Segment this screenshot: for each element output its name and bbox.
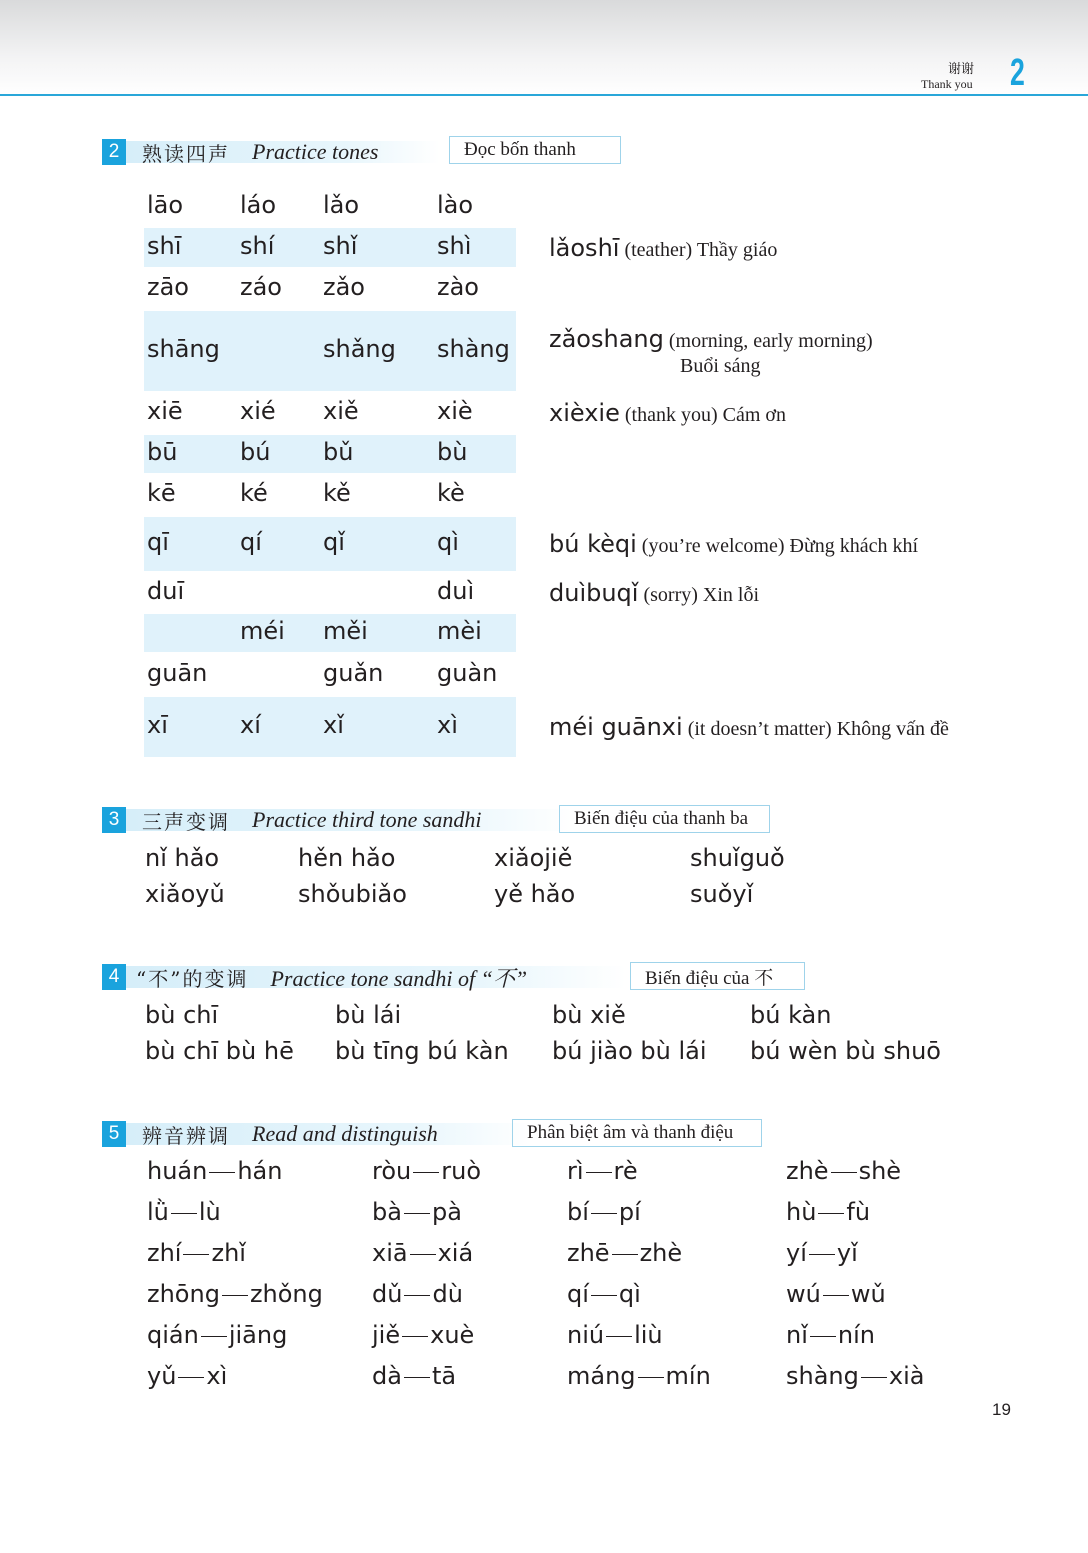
dash [183,1254,209,1255]
syllable: wú [786,1280,821,1308]
syllable: zhōng [147,1280,220,1308]
syllable-pair [567,1200,641,1224]
pinyin-item: bù xiě [552,1001,626,1029]
vocabulary-note [549,325,873,377]
tone-syllable: bǔ [323,438,354,466]
section-title-english: Read and distinguish [252,1121,438,1146]
syllable: lǜ [147,1198,169,1226]
syllable-pair [786,1364,924,1388]
tone-syllable: kè [437,479,465,507]
pinyin-item: bú wèn bù shuō [750,1037,941,1065]
tone-syllable: qī [147,528,169,556]
pinyin-item: yě hǎo [494,880,576,908]
syllable-pair [147,1364,227,1388]
dash [402,1336,428,1337]
vocabulary-note [549,399,786,427]
dash [591,1213,617,1214]
syllable: zhè [786,1157,829,1185]
pinyin-item: bú jiào bù lái [552,1037,707,1065]
section-2-vietnamese: Đọc bốn thanh [449,136,621,164]
syllable: nín [837,1321,875,1349]
tone-syllable: qǐ [323,528,345,556]
note-gloss: (teather) Thầy giáo [619,238,778,261]
tone-syllable: méi [240,617,285,645]
section-title-chinese: “不”的变调 [136,966,249,991]
dash [178,1377,204,1378]
tone-syllable: xiě [323,397,359,425]
pinyin-item: hěn hǎo [298,844,396,872]
tone-syllable: bú [240,438,271,466]
syllable: nǐ [786,1321,808,1349]
vocabulary-note [549,713,949,741]
syllable-pair [567,1159,638,1183]
tone-syllable: xiē [147,397,183,425]
syllable: jiāng [228,1321,288,1349]
section-3-vietnamese: Biến điệu của thanh ba [559,805,770,833]
tone-syllable: lǎo [323,190,360,219]
syllable: niú [567,1321,605,1349]
tone-syllable: kě [323,479,351,507]
section-2-heading [102,139,440,165]
syllable: jiě [372,1321,401,1349]
syllable: wǔ [850,1280,886,1308]
dash [586,1172,612,1173]
syllable: bí [567,1198,589,1226]
tone-syllable: shī [147,231,182,260]
dash [222,1295,248,1296]
note-pinyin: lǎoshī [549,233,620,262]
note-pinyin: duìbuqǐ [549,578,639,607]
pinyin-item: shuǐguǒ [690,844,785,872]
syllable-pair [567,1323,663,1347]
syllable-pair [567,1241,682,1265]
syllable: shàng [786,1362,859,1390]
section-3-heading [102,807,572,833]
tone-syllable: ké [240,479,268,507]
syllable: rè [613,1157,638,1185]
tone-syllable: láo [240,190,277,219]
syllable: tā [431,1362,457,1390]
section-title-english: Practice tone sandhi of “不” [270,965,528,991]
syllable: yǐ [836,1239,858,1267]
tone-syllable: xì [437,711,458,739]
page-number: 19 [992,1400,1011,1419]
dash [810,1336,836,1337]
tone-syllable: xī [147,711,168,739]
dash [612,1254,638,1255]
section-title-english: Practice third tone sandhi [252,807,482,832]
tone-syllable: shàng [437,335,510,363]
dash [606,1336,632,1337]
dash [171,1213,197,1214]
section-5-vietnamese: Phân biệt âm và thanh điệu [512,1119,762,1147]
syllable: ruò [441,1157,481,1185]
dash [638,1377,664,1378]
section-title-chinese: 熟读四声 [142,141,230,166]
note-pinyin: méi guānxi [549,713,683,741]
syllable: xiā [372,1239,408,1267]
syllable: zhē [567,1239,610,1267]
tone-syllable: shǎng [323,335,396,363]
syllable: hán [237,1157,283,1185]
syllable: xià [888,1362,925,1390]
vocabulary-note [549,579,759,607]
syllable: qián [147,1321,199,1349]
note-vietnamese: Buổi sáng [680,355,761,377]
vocabulary-note [549,530,918,558]
syllable-pair [786,1200,870,1224]
syllable-pair [372,1241,473,1265]
tone-syllable: shí [240,231,275,260]
syllable-pair [147,1241,246,1265]
tone-syllable: zào [437,273,479,301]
tone-syllable: mèi [437,617,482,645]
syllable-pair [786,1159,901,1183]
dash [831,1172,857,1173]
pinyin-item: nǐ hǎo [145,844,220,872]
syllable-pair [372,1364,456,1388]
syllable-pair [372,1323,474,1347]
tone-syllable: xié [240,397,276,425]
syllable: hù [786,1198,817,1226]
dash [809,1254,835,1255]
syllable-pair [567,1282,641,1306]
dash [404,1213,430,1214]
syllable: yí [786,1239,807,1267]
syllable: dǔ [372,1280,403,1308]
syllable-pair [567,1364,711,1388]
dash [404,1295,430,1296]
syllable: yǔ [147,1362,177,1390]
section-number: 2 [102,139,126,165]
syllable: rì [567,1157,584,1185]
tone-syllable: guàn [437,658,498,687]
pinyin-item: shǒubiǎo [298,880,407,908]
pinyin-item: bù tīng bú kàn [335,1037,509,1065]
section-number: 4 [102,964,126,990]
section-4-heading [102,964,626,990]
syllable: zhǐ [211,1239,246,1267]
pinyin-item: bù chī bù hē [145,1037,294,1065]
syllable-pair [372,1282,463,1306]
syllable-pair [147,1159,282,1183]
tone-syllable: duì [437,576,475,605]
syllable: shè [858,1157,902,1185]
tone-syllable: kē [147,479,176,507]
dash [823,1295,849,1296]
note-pinyin: bú kèqi [549,530,637,558]
tone-syllable: xiè [437,397,473,425]
syllable-pair [147,1282,323,1306]
section-title-chinese: 三声变调 [142,809,230,834]
dash [410,1254,436,1255]
lesson-number: 2 [1010,52,1025,94]
tone-syllable: shì [437,231,472,260]
tone-syllable: měi [323,617,368,645]
tone-syllable: lāo [147,190,184,219]
syllable: xiá [437,1239,474,1267]
syllable-pair [372,1159,481,1183]
section-title-bar [126,965,626,991]
pinyin-item: xiǎoyǔ [145,880,225,908]
syllable: zhí [147,1239,182,1267]
note-gloss: (it doesn’t matter) Không vấn đề [682,718,949,740]
pinyin-item: bú kàn [750,1001,832,1029]
lesson-title-chinese: 谢谢 [948,62,975,77]
dash [209,1172,235,1173]
syllable: zhǒng [249,1280,323,1308]
section-5-heading [102,1121,532,1147]
tone-syllable: shǐ [323,231,358,260]
section-title-bar [126,807,572,834]
syllable-pair [372,1200,462,1224]
tone-syllable: zāo [147,273,189,301]
pinyin-item: xiǎojiě [494,844,573,872]
tone-syllable: bù [437,438,468,466]
section-title-bar [126,1121,532,1148]
syllable-pair [147,1323,287,1347]
tone-syllable: záo [240,273,282,301]
note-gloss: (sorry) Xin lỗi [638,583,760,606]
tone-syllable: guǎn [323,658,384,687]
dash [413,1172,439,1173]
syllable: mín [665,1362,711,1390]
syllable: bà [372,1198,402,1226]
tone-syllable: qí [240,528,262,556]
dash [591,1295,617,1296]
syllable: lù [198,1198,221,1226]
section-number: 3 [102,807,126,833]
note-gloss: (morning, early morning) [663,330,873,352]
tone-syllable: guān [147,658,208,687]
syllable: ròu [372,1157,412,1185]
tone-syllable: lào [437,190,474,219]
syllable: qí [567,1280,589,1308]
tone-syllable: xí [240,711,261,739]
dash [404,1377,430,1378]
syllable: pà [431,1198,462,1226]
section-4-vietnamese: Biến điệu của 不 [630,962,805,990]
vocabulary-note [549,234,777,262]
syllable: dà [372,1362,402,1390]
tone-syllable: zǎo [323,273,365,301]
lesson-title-english: Thank you [921,77,973,91]
section-title-chinese: 辨音辨调 [142,1123,230,1148]
pinyin-item: bù lái [335,1001,402,1029]
syllable: zhè [639,1239,683,1267]
section-title-bar [126,139,440,166]
pinyin-item: bù chī [145,1001,219,1029]
syllable-pair [147,1200,221,1224]
note-gloss: (thank you) Cám ơn [619,404,786,426]
section-title-english: Practice tones [252,139,379,164]
tone-syllable: bū [147,438,178,466]
syllable: xuè [430,1321,475,1349]
section-number: 5 [102,1121,126,1147]
note-gloss: (you’re welcome) Đừng khách khí [636,535,919,557]
syllable: máng [567,1362,636,1390]
pinyin-item: suǒyǐ [690,880,754,908]
header-rule [0,94,1088,96]
syllable: huán [147,1157,208,1185]
syllable: fù [846,1198,871,1226]
note-pinyin: xièxie [549,399,620,427]
tone-syllable: qì [437,528,459,556]
syllable: xì [206,1362,228,1390]
dash [818,1213,844,1214]
syllable-pair [786,1241,858,1265]
dash [861,1377,887,1378]
syllable: dù [432,1280,463,1308]
tone-syllable: duī [147,576,185,605]
note-pinyin: zǎoshang [549,325,664,353]
syllable-pair [786,1323,875,1347]
syllable: qì [618,1280,641,1308]
tone-syllable: shāng [147,335,220,363]
syllable: liù [634,1321,663,1349]
dash [201,1336,227,1337]
syllable: pí [618,1198,641,1226]
syllable-pair [786,1282,886,1306]
tone-syllable: xǐ [323,711,344,739]
